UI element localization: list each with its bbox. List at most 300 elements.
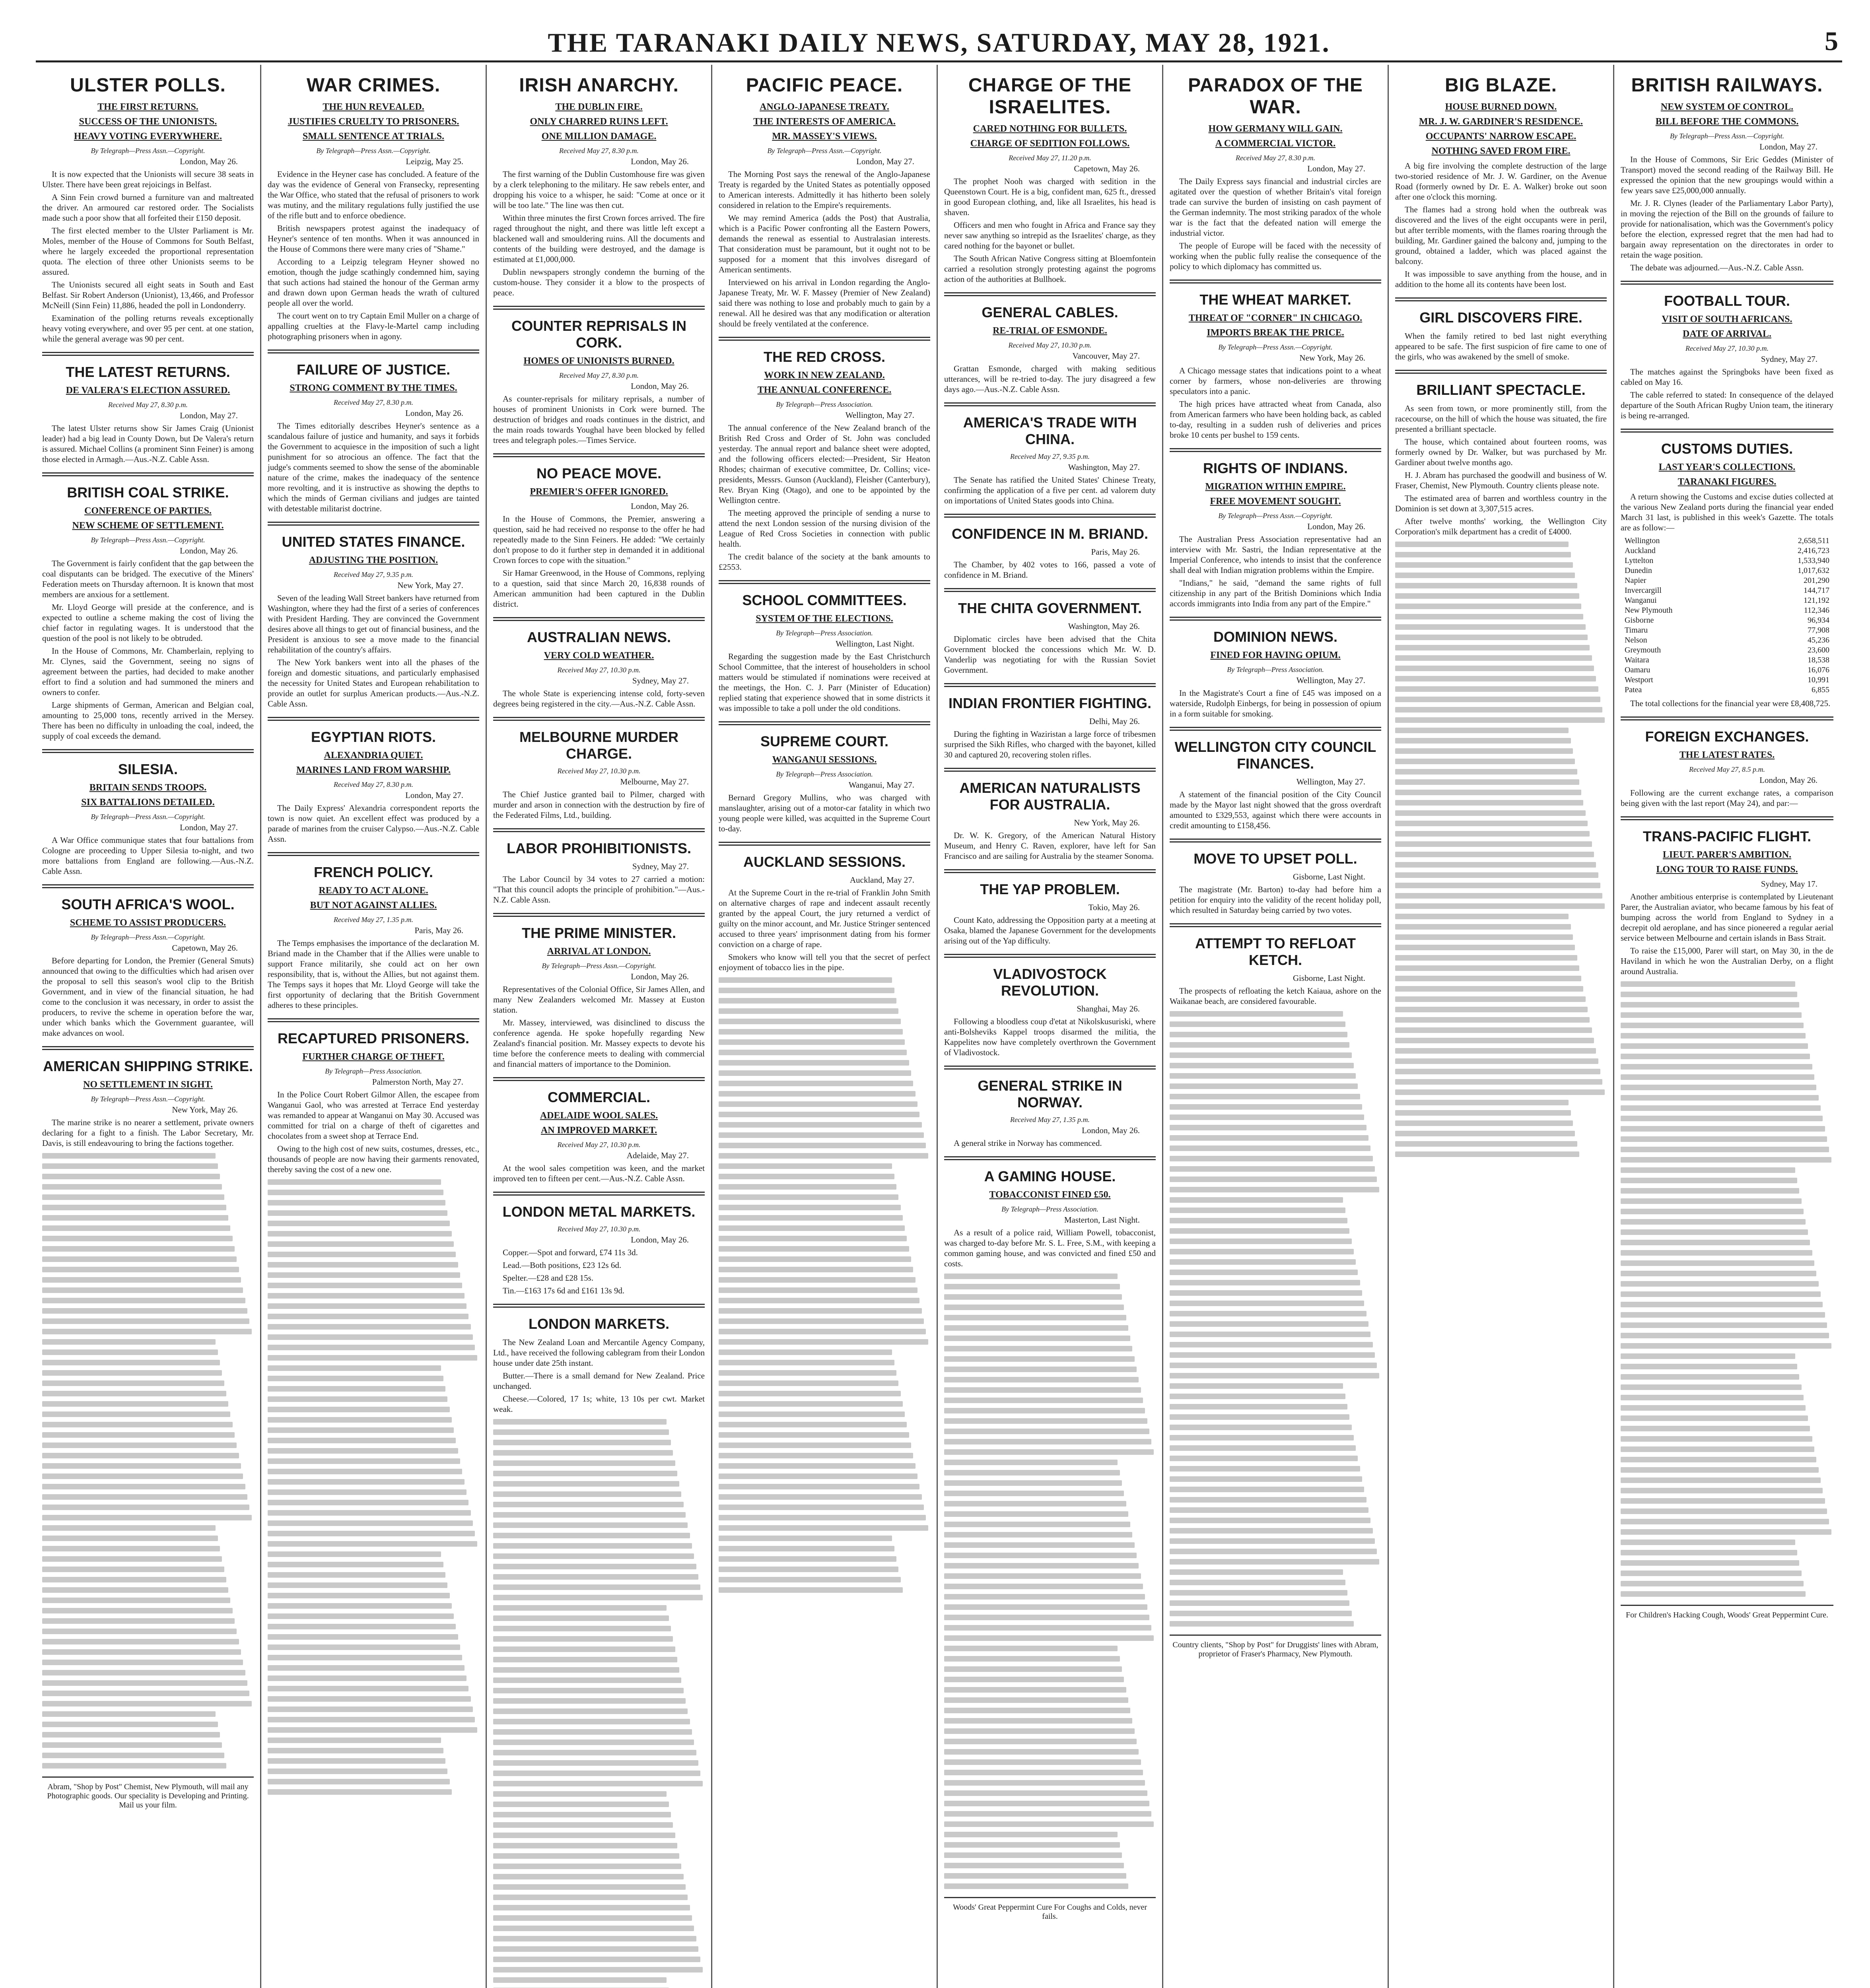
article-heading: UNITED STATES FINANCE.: [282, 534, 465, 550]
article-subheading: HOW GERMANY WILL GAIN.: [1208, 124, 1343, 134]
article: [944, 768, 1156, 861]
article-dateline: London, May 26.: [405, 408, 463, 418]
customs-row: [1625, 665, 1829, 675]
text-line: [268, 1272, 460, 1278]
article-paragraph: The prophet Nooh was charged with sedition in the Queenstown Court. He is a big, confident man, 625 ft., dressed in good European clothing, and, like all Israelites, his head is shaven.: [944, 177, 1156, 217]
text-line: [42, 1411, 230, 1417]
text-line: [268, 1458, 460, 1464]
text-line: [719, 1453, 913, 1458]
text-line: [268, 1738, 441, 1743]
text-line: [1395, 872, 1598, 878]
text-line: [944, 1315, 1126, 1320]
article-paragraph: It is now expected that the Unionists will secure 38 seats in Ulster. There have been great rejoicings in Belfast.: [42, 169, 254, 189]
text-line: [719, 1349, 892, 1355]
article-heading: RECAPTURED PRISONERS.: [277, 1030, 470, 1046]
text-line: [1621, 1384, 1802, 1390]
article-subheading: BILL BEFORE THE COMMONS.: [1655, 116, 1799, 127]
text-line: [719, 1329, 926, 1334]
article-dateline: Palmerston North, May 27.: [372, 1077, 463, 1087]
text-line: [493, 1864, 681, 1869]
text-line: [42, 1629, 237, 1634]
text-line: [719, 988, 894, 993]
text-line: [944, 1697, 1128, 1703]
article: [493, 1077, 705, 1184]
text-line: [719, 1484, 919, 1489]
divider: [1621, 816, 1833, 820]
text-line: [1395, 841, 1592, 847]
article-paragraph: The Senate has ratified the United States' Chinese Treaty, confirming the application of a five per cent. ad valorem duty on importations of United States goods into China.: [944, 475, 1156, 505]
customs-amount: 1,017,632: [1798, 566, 1829, 575]
text-line: [719, 1339, 928, 1345]
text-line: [42, 1753, 224, 1758]
article-heading: FRENCH POLICY.: [313, 864, 433, 880]
text-line: [493, 1719, 690, 1724]
text-line: [1170, 1197, 1343, 1203]
text-line: [944, 1594, 1145, 1600]
text-line: [719, 1298, 919, 1303]
text-line: [493, 1481, 679, 1487]
article-dateline: London, May 26.: [631, 381, 689, 391]
article: [1621, 74, 1833, 273]
article-byline: Received May 27, 10.30 p.m.: [557, 666, 641, 674]
article: [493, 617, 705, 709]
article-paragraph: The Times editorially describes Heyner's sentence as a scandalous failure of justice and humanity, and says it forbids the Government to acquiesce in the imposition of such a light punishment for so atrocious an offence. The fact that the judge's comments seemed to show the sense of the abominable nature of the crime, makes the inadequacy of the sentence more revolting, and it is instructive as showing the depths to which the minds of German civilians and judges are tainted with detestable militarist doctrine.: [268, 421, 479, 513]
text-line: [719, 1277, 916, 1283]
article-heading: BIG BLAZE.: [1445, 75, 1557, 96]
text-line: [493, 1533, 690, 1538]
text-line: [719, 1442, 911, 1448]
customs-port: Gisborne: [1625, 616, 1654, 625]
divider: [944, 292, 1156, 296]
text-line: [944, 1439, 1151, 1444]
text-line: [268, 1262, 458, 1268]
article-dateline: Capetown, May 26.: [172, 943, 238, 953]
text-line: [42, 1556, 222, 1562]
text-line: [1170, 1301, 1364, 1306]
text-line: [719, 1029, 903, 1035]
text-line: [493, 1926, 694, 1931]
text-line: [944, 1429, 1149, 1434]
text-line: [719, 1236, 907, 1241]
text-line: [1621, 1374, 1799, 1380]
article: [944, 869, 1156, 946]
text-line: [1621, 1043, 1808, 1049]
text-line: [1170, 1487, 1364, 1492]
article: [944, 74, 1156, 284]
customs-port: Wanganui: [1625, 596, 1657, 605]
article-subheading: AN IMPROVED MARKET.: [540, 1125, 657, 1136]
text-line: [1170, 1580, 1345, 1585]
text-line: [268, 1179, 441, 1185]
text-line: [42, 1763, 226, 1769]
text-line: [1621, 1415, 1808, 1421]
column-grid: [36, 65, 1842, 1988]
article-paragraph: A big fire involving the complete destruction of the large two-storied residence of Mr. J. W. Gardiner, on the Avenue Road (formerly owned by Dr. E. A. Walker) broke out soon after one o'clock this morning.: [1395, 161, 1607, 202]
article-subheading: THE HUN REVEALED.: [323, 102, 424, 112]
article-byline: By Telegraph—Press Assn.—Copyright.: [1670, 132, 1784, 140]
masthead: [36, 24, 1842, 62]
text-line: [719, 1194, 898, 1200]
text-line: [493, 1440, 671, 1445]
article: [493, 913, 705, 1069]
customs-amount: 77,908: [1808, 626, 1829, 635]
article-paragraph: To raise the £15,000, Parer will start, on May 30, in the de Haviland in which he won the Australian Derby, on a flight around Australia.: [1621, 946, 1833, 976]
text-line: [1395, 717, 1605, 723]
text-line: [1395, 852, 1594, 857]
text-line: [719, 1153, 928, 1159]
article-subheading: VERY COLD WEATHER.: [544, 650, 654, 661]
text-line: [944, 1739, 1137, 1744]
article-byline: Received May 27, 8.30 p.m.: [334, 398, 413, 406]
article-heading: IRISH ANARCHY.: [519, 75, 679, 96]
text-line: [42, 1318, 249, 1324]
text-line: [493, 1760, 698, 1766]
text-line: [944, 1511, 1128, 1517]
text-line: [493, 1977, 667, 1983]
article-paragraph: In the Magistrate's Court a fine of £45 was imposed on a waterside, Rudolph Einbergs, for being in possession of opium in a form suitable for smoking.: [1170, 688, 1381, 718]
text-line: [1395, 645, 1590, 650]
text-line: [944, 1780, 1145, 1786]
customs-port: Patea: [1625, 685, 1642, 694]
article-paragraph: The Morning Post says the renewal of the Anglo-Japanese Treaty is regarded by the United States as potentially opposed to American interests. Admittedly it has hitherto been solely considered in relation to the Empire's requirements.: [719, 169, 930, 210]
text-line: [493, 1915, 692, 1921]
text-line: [944, 1449, 1154, 1455]
text-line: [719, 998, 896, 1004]
text-line: [944, 1294, 1122, 1300]
text-line: [1395, 769, 1577, 775]
article-dateline: Washington, May 26.: [1068, 621, 1140, 631]
text-line: [1170, 1290, 1362, 1296]
article: [1170, 923, 1381, 1006]
article-byline: By Telegraph—Press Assn.—Copyright.: [91, 536, 205, 544]
article-dateline: Sydney, May 27.: [1761, 354, 1818, 364]
text-line: [493, 1843, 677, 1848]
text-line: [42, 1246, 235, 1252]
text-line: [719, 1246, 909, 1252]
text-line: [1170, 1125, 1367, 1130]
divider: [1170, 727, 1381, 731]
article-heading: GIRL DISCOVERS FIRE.: [1419, 309, 1582, 326]
article: [1170, 839, 1381, 915]
customs-amount: 10,991: [1808, 676, 1829, 684]
article-heading: CONFIDENCE IN M. BRIAND.: [952, 526, 1148, 542]
text-line: [1621, 1281, 1819, 1287]
text-line: [1395, 1017, 1590, 1023]
article-subheading: LONG TOUR TO RAISE FUNDS.: [1656, 864, 1798, 875]
text-line: [1621, 992, 1797, 997]
article-paragraph: Spelter.—£28 and £28 15s.: [503, 1273, 594, 1283]
customs-amount: 96,934: [1808, 616, 1829, 625]
article-paragraph: Grattan Esmonde, charged with making seditious utterances, will be re-tried to-day. The jury disagreed a few days ago.—Aus.-N.Z. Cable Assn.: [944, 364, 1156, 394]
article: [1395, 297, 1607, 362]
text-line: [719, 1494, 922, 1500]
article-paragraph: Dublin newspapers strongly condemn the burning of the custom-house. They consider it a blow to the prospects of peace.: [493, 267, 705, 297]
article: [1170, 74, 1381, 272]
text-line: [42, 1422, 233, 1427]
article-heading: RIGHTS OF INDIANS.: [1203, 460, 1348, 476]
article-paragraph: Officers and men who fought in Africa and France say they never saw anything so intrepid as the Israelites' charge, as they cared nothing for the bayonet or bullet.: [944, 220, 1156, 250]
text-line: [268, 1396, 447, 1402]
text-line: [944, 1646, 1118, 1651]
article-heading: ULSTER POLLS.: [70, 75, 226, 96]
article-subheading: BRITAIN SENDS TROOPS.: [89, 782, 207, 793]
article-heading: CUSTOMS DUTIES.: [1661, 441, 1793, 457]
text-line: [944, 1491, 1124, 1496]
text-line: [268, 1644, 460, 1650]
text-line: [1621, 1446, 1814, 1452]
article-subheading: OCCUPANTS' NARROW ESCAPE.: [1425, 131, 1576, 142]
article-paragraph: The house, which contained about fourteen rooms, was formerly owned by Dr. Walker, but was purchased by Mr. Gardiner about twelve months ago.: [1395, 437, 1607, 467]
article-subheading: A COMMERCIAL VICTOR.: [1215, 138, 1336, 149]
article-paragraph: The first elected member to the Ulster Parliament is Mr. Moles, member of the House of Commons for South Belfast, where he largely exceeded the proportional representation quota. The election of three other Unionists seems to be assured.: [42, 226, 254, 277]
article-paragraph: The court went on to try Captain Emil Muller on a charge of appalling cruelties at the Flavy-le-Martel camp including photographing prisoners when in agony.: [268, 311, 479, 341]
article: [42, 884, 254, 1038]
text-line: [268, 1324, 471, 1330]
text-line: [1395, 635, 1588, 640]
customs-row: [1625, 675, 1829, 685]
text-line: [268, 1376, 443, 1381]
text-line: [42, 1494, 247, 1500]
text-line: [493, 1946, 698, 1952]
text-line: [1621, 1395, 1804, 1400]
text-line: [493, 1429, 669, 1435]
article-paragraph: The flames had a strong hold when the outbreak was discovered and the lives of the eight occupants were in peril, but after terrible moments, with the flames roaring through the building, Mr. Gardiner gained the balcony and, jumping to the ground, obtained a ladder, which was placed against the balcony.: [1395, 205, 1607, 266]
article: [493, 74, 705, 298]
article-subheading: DATE OF ARRIVAL.: [1683, 329, 1771, 339]
divider: [944, 402, 1156, 406]
text-line: [42, 1732, 220, 1738]
text-line: [719, 1422, 907, 1427]
text-line: [944, 1759, 1141, 1765]
text-line: [1170, 1145, 1370, 1151]
article-paragraph: Examination of the polling returns reveals exceptionally heavy voting everywhere, and over 95 per cent. at one station, while the general average was 90 per cent.: [42, 313, 254, 344]
text-line: [42, 1453, 239, 1458]
text-line: [1170, 1063, 1354, 1068]
text-line: [1395, 996, 1586, 1002]
article-subheading: FURTHER CHARGE OF THEFT.: [302, 1052, 445, 1062]
article-dateline: London, May 26.: [631, 1235, 689, 1244]
text-line: [1621, 1064, 1812, 1070]
text-line: [493, 1595, 703, 1600]
text-line: [42, 1525, 216, 1531]
article: [493, 453, 705, 609]
article-subheading: ONE MILLION DAMAGE.: [541, 131, 657, 142]
customs-row: [1625, 685, 1829, 695]
text-line: [944, 1387, 1141, 1393]
text-line: [42, 1298, 245, 1303]
text-line: [1395, 821, 1588, 826]
text-line: [1170, 1600, 1349, 1606]
text-line: [1395, 1089, 1605, 1095]
article: [719, 337, 930, 572]
article-dateline: Gisborne, Last Night.: [1293, 973, 1365, 983]
article-paragraph: Sir Hamar Greenwood, in the House of Commons, replying to a question, said that since March 20, 16,838 rounds of American ammunition had been captured in the Dublin district.: [493, 568, 705, 609]
text-line: [268, 1593, 450, 1598]
text-line: [42, 1267, 239, 1272]
article: [944, 292, 1156, 394]
text-line: [42, 1225, 230, 1231]
text-line: [1621, 1260, 1814, 1266]
article-subheading: THE INTERESTS OF AMERICA.: [753, 116, 896, 127]
text-line: [719, 1463, 916, 1469]
column-text-continuation: [493, 1419, 705, 1988]
text-line: [1395, 655, 1592, 661]
text-line: [719, 1256, 911, 1262]
article-subheading: LAST YEAR'S COLLECTIONS.: [1658, 462, 1796, 472]
text-line: [42, 1174, 220, 1179]
article-byline: By Telegraph—Press Assn.—Copyright.: [91, 1095, 205, 1103]
article-subheading: THREAT OF "CORNER" IN CHICAGO.: [1188, 313, 1363, 323]
text-line: [719, 1122, 922, 1128]
text-line: [944, 1863, 1124, 1868]
divider: [944, 683, 1156, 687]
article-heading: FOOTBALL TOUR.: [1664, 293, 1790, 309]
text-line: [719, 1143, 926, 1148]
article-subheading: NO SETTLEMENT IN SIGHT.: [83, 1079, 213, 1090]
article-paragraph: Mr. J. R. Clynes (leader of the Parliamentary Labor Party), in moving the rejection of the Bill on the grounds of failure to provide for nationalisation, which was the Government's policy before the election, expressed regret that the men had had to bargain away representation on the directorates in order to retain the wage position.: [1621, 198, 1833, 260]
article-paragraph: Following a bloodless coup d'etat at Nikolskusuriski, where anti-Bolsheviks Kappel troops disarmed the militia, the Kappelites now have completely overthrown the Government of Vladivostock.: [944, 1017, 1156, 1057]
text-line: [1170, 1528, 1373, 1534]
text-line: [42, 1722, 218, 1727]
article-dateline: London, May 26.: [180, 546, 238, 555]
text-line: [1621, 1012, 1802, 1018]
text-line: [944, 1852, 1122, 1858]
text-line: [1170, 1332, 1370, 1337]
text-line: [944, 1460, 1118, 1465]
article-subheading: JUSTIFIES CRUELTY TO PRISONERS.: [288, 116, 459, 127]
text-line: [1621, 1364, 1797, 1369]
article: [1621, 429, 1833, 709]
text-line: [1621, 1498, 1825, 1504]
text-line: [268, 1293, 465, 1299]
text-line: [493, 1884, 686, 1890]
text-line: [493, 1905, 690, 1910]
article-paragraph: The Australian Press Association representative had an interview with Mr. Sastri, the Indian representative at the Imperial Conference, who intends to insist that the conference shall deal with Indian migration problems within the Empire.: [1170, 534, 1381, 575]
text-line: [493, 1584, 700, 1590]
text-line: [493, 1460, 675, 1466]
text-line: [493, 1833, 675, 1838]
text-line: [268, 1624, 456, 1629]
article-paragraph: The Labor Council by 34 votes to 27 carried a motion: "That this council adopts the principle of prohibition."—Aus.-N.Z. Cable Assn.: [493, 874, 705, 905]
text-line: [493, 1698, 686, 1704]
text-line: [944, 1532, 1132, 1538]
text-line: [493, 1936, 696, 1941]
divider: [42, 884, 254, 888]
text-line: [268, 1334, 473, 1340]
article-paragraph: The Temps emphasises the importance of the declaration M. Briand made in the Chamber that if the Allies were unable to support France militarily, she could act on her own responsibility, that is, without the Allies, but not against them. The Temps says it hopes that Mr. Lloyd George will take the first opportunity of declaring that the British Government adheres to these principles.: [268, 938, 479, 1010]
text-line: [719, 1505, 924, 1510]
article-dateline: London, May 27.: [1307, 164, 1365, 173]
text-line: [1395, 800, 1583, 806]
text-line: [1621, 1209, 1804, 1214]
text-line: [268, 1283, 462, 1288]
article-paragraph: According to a Leipzig telegram Heyner showed no emotion, though the judge scathingly condemned him, saying that such actions had stained the honour of the German army and drawn down upon German heads the wrath of cultured people all over the world.: [268, 257, 479, 308]
article: [268, 74, 479, 342]
article-heading: MELBOURNE MURDER CHARGE.: [519, 729, 678, 762]
text-line: [1395, 562, 1573, 568]
text-line: [944, 1604, 1147, 1610]
text-line: [1395, 676, 1596, 681]
text-line: [493, 1419, 667, 1425]
article-dateline: Shanghai, May 26.: [1077, 1004, 1140, 1013]
article-heading: LABOR PROHIBITIONISTS.: [506, 840, 691, 856]
text-line: [1170, 1021, 1345, 1027]
text-line: [42, 1484, 245, 1489]
text-line: [42, 1184, 222, 1190]
text-line: [719, 1525, 928, 1531]
article-heading: PARADOX OF THE WAR.: [1188, 75, 1363, 118]
text-line: [42, 1215, 228, 1221]
article-byline: By Telegraph—Press Association.: [1227, 666, 1324, 674]
text-line: [493, 1957, 700, 1962]
article-subheading: CONFERENCE OF PARTIES.: [84, 506, 212, 516]
customs-amount: 23,600: [1808, 646, 1829, 654]
text-line: [268, 1200, 445, 1206]
customs-row: [1625, 645, 1829, 655]
article-subheading: MR. J. W. GARDINER'S RESIDENCE.: [1419, 116, 1583, 127]
article-dateline: Masterton, Last Night.: [1064, 1215, 1140, 1225]
article-dateline: Sydney, May 17.: [1761, 879, 1818, 889]
article-subheading: HOUSE BURNED DOWN.: [1445, 102, 1557, 112]
article-dateline: London, May 27.: [1759, 142, 1818, 151]
advertisement: Abram, "Shop by Post" Chemist, New Plymouth, will mail any Photographic goods. Our speciality is Developing and Printing. Mail us your film.: [42, 1776, 254, 1810]
text-line: [944, 1377, 1139, 1382]
text-line: [1621, 1198, 1802, 1204]
text-line: [1170, 1156, 1373, 1161]
text-line: [1621, 1477, 1821, 1483]
text-line: [268, 1675, 467, 1681]
article-dateline: Vancouver, May 27.: [1072, 351, 1140, 361]
text-line: [42, 1256, 237, 1262]
article-heading: NO PEACE MOVE.: [536, 465, 662, 481]
article-paragraph: In the House of Commons, Sir Eric Geddes (Minister of Transport) moved the second reading of the Railway Bill. He expressed the opinion that the new groupings would within a few years save £25,000,000 annually.: [1621, 155, 1833, 195]
article-heading: GENERAL CABLES.: [982, 304, 1118, 320]
customs-port: Napier: [1625, 576, 1646, 585]
column-text-continuation: [1395, 542, 1607, 1157]
text-line: [1621, 1250, 1812, 1256]
text-line: [493, 1636, 673, 1642]
text-line: [493, 1812, 671, 1817]
article-subheading: VISIT OF SOUTH AFRICANS.: [1662, 314, 1792, 324]
text-line: [1621, 1074, 1814, 1080]
article-paragraph: During the fighting in Waziristan a large force of tribesmen surprised the Sikh Rifles, who charged with the bayonet, killed 30 and captured 20, recovering stolen rifles.: [944, 729, 1156, 759]
text-line: [268, 1603, 452, 1609]
newspaper-title: THE TARANAKI DAILY NEWS, SATURDAY, MAY 28, 1921.: [548, 27, 1330, 58]
text-line: [268, 1210, 447, 1216]
article-subheading: CHARGE OF SEDITION FOLLOWS.: [970, 138, 1130, 149]
text-line: [493, 1605, 667, 1611]
article-paragraph: The total collections for the financial year were £8,408,725.: [1630, 699, 1831, 708]
text-line: [268, 1510, 471, 1516]
text-line: [268, 1572, 445, 1578]
customs-amount: 16,076: [1808, 666, 1829, 674]
article-byline: By Telegraph—Press Assn.—Copyright.: [316, 147, 431, 155]
text-line: [268, 1520, 473, 1526]
article-byline: Received May 27, 8.30 p.m.: [559, 147, 639, 155]
text-line: [42, 1701, 252, 1706]
text-line: [268, 1427, 454, 1433]
column-text-continuation: [944, 1274, 1156, 1889]
text-line: [268, 1345, 475, 1350]
article: [944, 588, 1156, 675]
text-line: [1621, 1591, 1806, 1597]
article-subheading: ALEXANDRIA QUIET.: [324, 750, 423, 761]
divider: [944, 588, 1156, 592]
text-line: [42, 1505, 249, 1510]
customs-row: [1625, 596, 1829, 606]
text-line: [268, 1252, 456, 1257]
text-line: [944, 1656, 1120, 1662]
